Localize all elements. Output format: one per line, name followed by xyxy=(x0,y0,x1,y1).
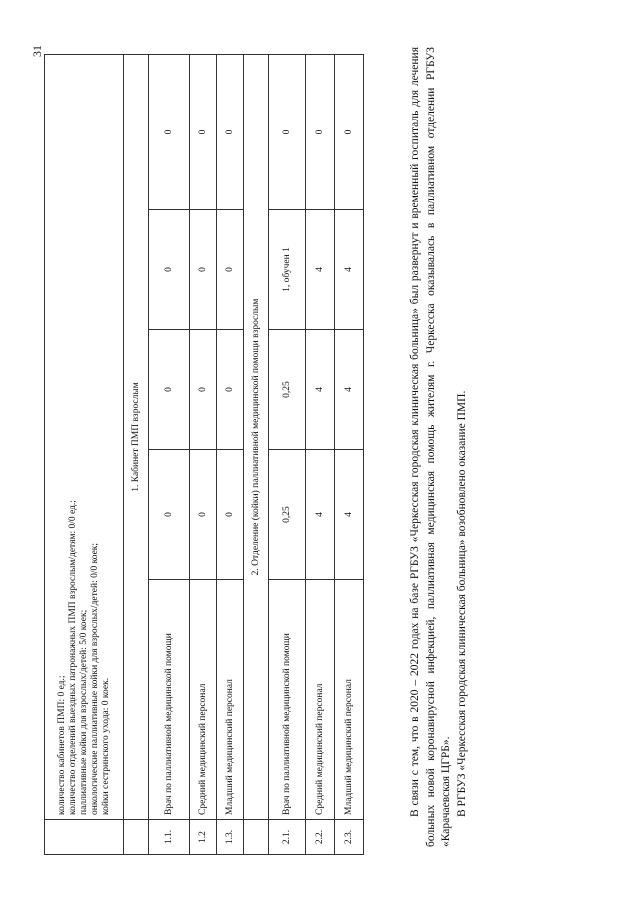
intro-row xyxy=(45,54,124,854)
row-number: 2.1. xyxy=(269,820,306,855)
table-row xyxy=(335,54,364,854)
value-cell: 0 xyxy=(269,54,306,209)
value-cell: 4 xyxy=(306,330,335,450)
row-label: Средний медицинский персонал xyxy=(306,580,335,820)
section-title: 1. Кабинет ПМП взрослым xyxy=(124,54,149,819)
page-number: 31 xyxy=(30,45,44,57)
section-header-row xyxy=(244,54,269,854)
value-cell: 0 xyxy=(217,330,244,450)
intro-line: онкологические паллиативные койки для взрослых/детей: 0/0 коек; xyxy=(89,542,100,815)
intro-line: количество отделений выездных патронажных ПМП взрослым/детям: 0/0 ед.; xyxy=(67,500,78,815)
value-cell: 0 xyxy=(306,54,335,209)
row-number: 2.2. xyxy=(306,820,335,855)
value-cell: 0 xyxy=(217,450,244,580)
section-header-row xyxy=(124,54,149,854)
row-number: 1.1. xyxy=(149,820,190,855)
body-text xyxy=(408,47,470,847)
row-label: Врач по паллиативной медицинской помощи xyxy=(269,580,306,820)
value-cell: 4 xyxy=(306,450,335,580)
value-cell: 0 xyxy=(149,330,190,450)
value-cell: 4 xyxy=(335,330,364,450)
table-row xyxy=(190,54,217,854)
value-cell: 0 xyxy=(149,54,190,209)
value-cell: 0 xyxy=(335,54,364,209)
paragraph: В РГБУЗ «Черкесская городская клиническая больница» возобновлено оказание ПМП. xyxy=(455,390,468,817)
staffing-table xyxy=(44,54,364,855)
table-row xyxy=(217,54,244,854)
row-number: 2.3. xyxy=(335,820,364,855)
row-label: Средний медицинский персонал xyxy=(190,580,217,820)
intro-line: количество кабинетов ПМП: 0 ед.; xyxy=(56,675,67,815)
value-cell: 0 xyxy=(190,54,217,209)
intro-cell xyxy=(45,54,124,819)
section-title: 2. Отделение (койки) паллиативной медицинской помощи взрослым xyxy=(244,54,269,819)
value-cell: 0,25 xyxy=(269,450,306,580)
value-cell: 0 xyxy=(190,330,217,450)
value-cell: 0 xyxy=(149,210,190,330)
value-cell: 0 xyxy=(217,54,244,209)
table-row xyxy=(306,54,335,854)
paragraph: В связи с тем, что в 2020 – 2022 годах на базе РГБУЗ «Черкесская городская клиническая больница» был развернут и временный госпиталь для лечения больных новой коронавирусной инфекцией, паллиативная медицинская помощь жителям г. Черкесска оказывалась в паллиативном отделении РГБУЗ «Карачаевская ЦГРБ». xyxy=(409,47,452,847)
value-cell: 4 xyxy=(306,210,335,330)
value-cell: 4 xyxy=(335,450,364,580)
value-cell: 4 xyxy=(335,210,364,330)
value-cell: 0 xyxy=(190,450,217,580)
row-label: Младший медицинский персонал xyxy=(217,580,244,820)
value-cell: 0 xyxy=(190,210,217,330)
row-label: Врач по паллиативной медицинской помощи xyxy=(149,580,190,820)
value-cell: 0,25 xyxy=(269,330,306,450)
intro-line: паллиативные койки для взрослых/детей: 5/0 коек; xyxy=(78,609,89,815)
section-spacer-cell xyxy=(244,820,269,855)
row-number: 1.3. xyxy=(217,820,244,855)
section-spacer-cell xyxy=(124,820,149,855)
value-cell: 0 xyxy=(217,210,244,330)
value-cell: 1, обучен 1 xyxy=(269,210,306,330)
value-cell: 0 xyxy=(149,450,190,580)
intro-line: койки сестринского ухода: 0 коек. xyxy=(100,677,111,815)
intro-spacer-cell xyxy=(45,820,124,855)
table-row xyxy=(269,54,306,854)
table-row xyxy=(149,54,190,854)
row-number: 1.2 xyxy=(190,820,217,855)
row-label: Младший медицинский персонал xyxy=(335,580,364,820)
